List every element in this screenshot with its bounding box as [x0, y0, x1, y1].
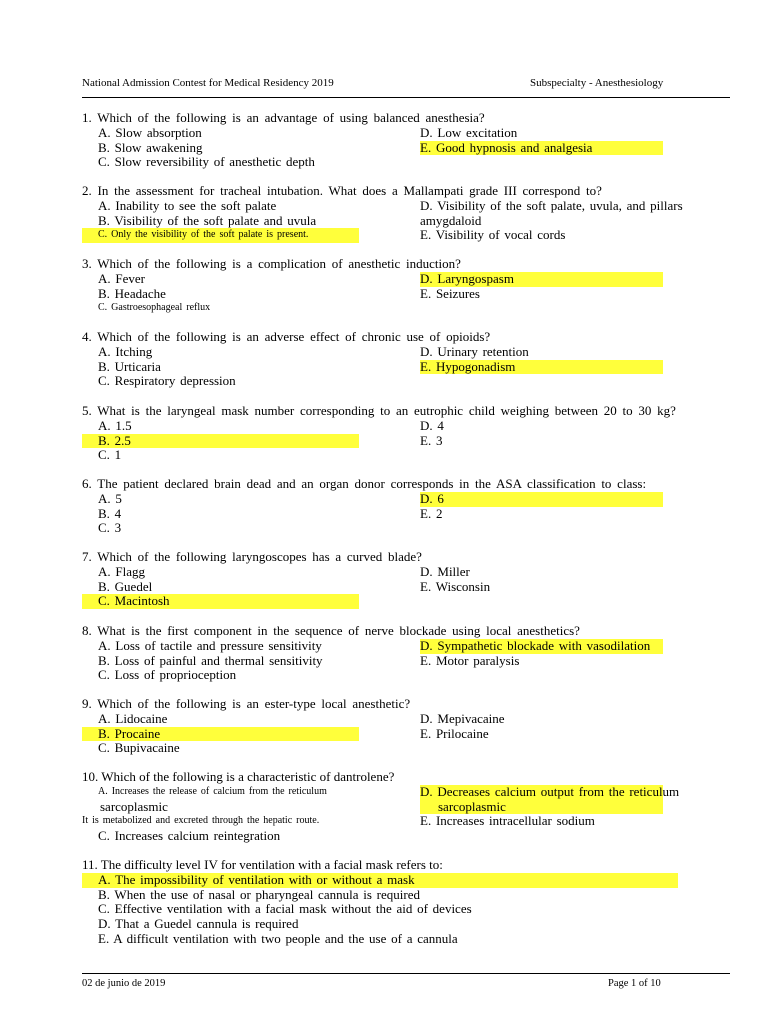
option-a: A. Loss of tactile and pressure sensitivity — [98, 637, 322, 653]
option-e: E. 2 — [420, 505, 443, 521]
option-b: B. Slow awakening — [98, 139, 203, 155]
option-e: E. 3 — [420, 432, 443, 448]
option-d-continued: sarcoplasmic — [420, 800, 663, 815]
option-c: C. Respiratory depression — [98, 373, 236, 389]
question-7 — [82, 550, 750, 609]
footer-date: 02 de junio de 2019 — [82, 978, 166, 989]
option-a: A. Itching — [98, 343, 153, 359]
option-d: D. Urinary retention — [420, 343, 529, 359]
option-c: C. Loss of proprioception — [98, 667, 237, 683]
option-d: D. Visibility of the soft palate, uvula, and pillars — [420, 197, 683, 213]
question-11 — [82, 858, 750, 947]
option-b: B. When the use of nasal or pharyngeal cannula is required — [98, 886, 420, 902]
header-divider — [82, 97, 730, 98]
option-d: D. Miller — [420, 563, 470, 579]
option-b: B. Urticaria — [98, 358, 161, 374]
option-d-answer: D. Decreases calcium output from the reticulum — [420, 783, 680, 799]
option-d: D. That a Guedel cannula is required — [98, 916, 299, 932]
option-c: C. Gastroesophageal reflux — [98, 302, 211, 314]
option-a: A. Inability to see the soft palate — [98, 197, 277, 213]
option-c: C. 1 — [98, 447, 122, 463]
option-a: A. Flagg — [98, 563, 145, 579]
option-b: B. Headache — [98, 285, 166, 301]
option-a: A. Increases the release of calcium from the reticulum — [98, 785, 327, 797]
option-b: B. Visibility of the soft palate and uvula — [98, 212, 317, 228]
question-stem: 4. Which of the following is an adverse effect of chronic use of opioids? — [82, 329, 491, 344]
header-right: Subspecialty - Anesthesiology — [530, 77, 664, 89]
option-b-answer: B. Procaine — [82, 727, 359, 742]
option-e: E. Motor paralysis — [420, 652, 520, 668]
page-number: Page 1 of 10 — [608, 978, 661, 989]
option-b: B. Guedel — [98, 578, 153, 594]
option-b: B. 4 — [98, 505, 122, 521]
option-e: E. Prilocaine — [420, 725, 489, 741]
option-d: D. 4 — [420, 417, 444, 433]
option-e-answer: E. Hypogonadism — [420, 360, 663, 375]
option-d: D. Mepivacaine — [420, 710, 505, 726]
option-a: A. 1.5 — [98, 417, 132, 433]
option-e: E. Seizures — [420, 285, 480, 301]
option-d-answer: D. 6 — [420, 492, 663, 507]
question-stem: 11. The difficulty level IV for ventilation with a facial mask refers to: — [82, 857, 443, 872]
option-c: C. Effective ventilation with a facial mask without the aid of devices — [98, 901, 472, 917]
option-a: A. 5 — [98, 490, 122, 506]
question-5 — [82, 404, 750, 463]
option-e: E. Increases intracellular sodium — [420, 813, 595, 829]
question-9 — [82, 697, 750, 756]
question-stem: 10. Which of the following is a characteristic of dantrolene? — [82, 769, 395, 784]
option-a-answer: A. The impossibility of ventilation with or without a mask — [82, 873, 678, 888]
option-d-answer: D. Laryngospasm — [420, 272, 663, 287]
option-e: E. Wisconsin — [420, 578, 491, 594]
option-a: A. Slow absorption — [98, 124, 202, 140]
footer-divider — [82, 973, 730, 974]
option-a: A. Fever — [98, 270, 145, 286]
option-d: D. Low excitation — [420, 124, 518, 140]
option-b-answer: B. 2.5 — [82, 434, 359, 449]
question-stem: 5. What is the laryngeal mask number corresponding to an eutrophic child weighing between 20 to 30 kg? — [82, 403, 676, 418]
question-stem: 9. Which of the following is an ester-type local anesthetic? — [82, 696, 411, 711]
option-c-answer: C. Macintosh — [82, 594, 359, 609]
option-c: C. Increases calcium reintegration — [98, 828, 281, 844]
option-c: C. Slow reversibility of anesthetic depth — [98, 154, 315, 170]
option-a-continued: sarcoplasmic — [100, 798, 168, 814]
question-stem: 6. The patient declared brain dead and an organ donor corresponds in the ASA classification to class: — [82, 476, 647, 491]
option-d-answer: D. Sympathetic blockade with vasodilation — [420, 639, 663, 654]
option-e: E. A difficult ventilation with two people and the use of a cannula — [98, 930, 458, 946]
option-c-answer: C. Only the visibility of the soft palate is present. — [82, 228, 359, 243]
question-1 — [82, 111, 750, 170]
option-e: E. Visibility of vocal cords — [420, 227, 566, 243]
question-8 — [82, 624, 750, 683]
question-4 — [82, 330, 750, 389]
option-c: C. Bupivacaine — [98, 740, 180, 756]
question-stem: 7. Which of the following laryngoscopes has a curved blade? — [82, 549, 422, 564]
option-b: B. Loss of painful and thermal sensitivity — [98, 652, 323, 668]
question-stem: 1. Which of the following is an advantage of using balanced anesthesia? — [82, 110, 485, 125]
question-stem: 8. What is the first component in the sequence of nerve blockade using local anesthetics? — [82, 623, 580, 638]
question-10 — [82, 770, 750, 844]
question-6 — [82, 477, 750, 536]
question-stem: 2. In the assessment for tracheal intubation. What does a Mallampati grade III correspond to? — [82, 183, 602, 198]
option-c: C. 3 — [98, 520, 122, 536]
option-e-answer: E. Good hypnosis and analgesia — [420, 141, 663, 156]
question-2 — [82, 184, 750, 243]
option-a: A. Lidocaine — [98, 710, 168, 726]
option-b: It is metabolized and excreted through the hepatic route. — [82, 815, 320, 827]
header-left: National Admission Contest for Medical Residency 2019 — [82, 77, 334, 89]
question-3 — [82, 257, 750, 316]
question-stem: 3. Which of the following is a complication of anesthetic induction? — [82, 256, 461, 271]
option-d-continued: amygdaloid — [420, 212, 482, 228]
